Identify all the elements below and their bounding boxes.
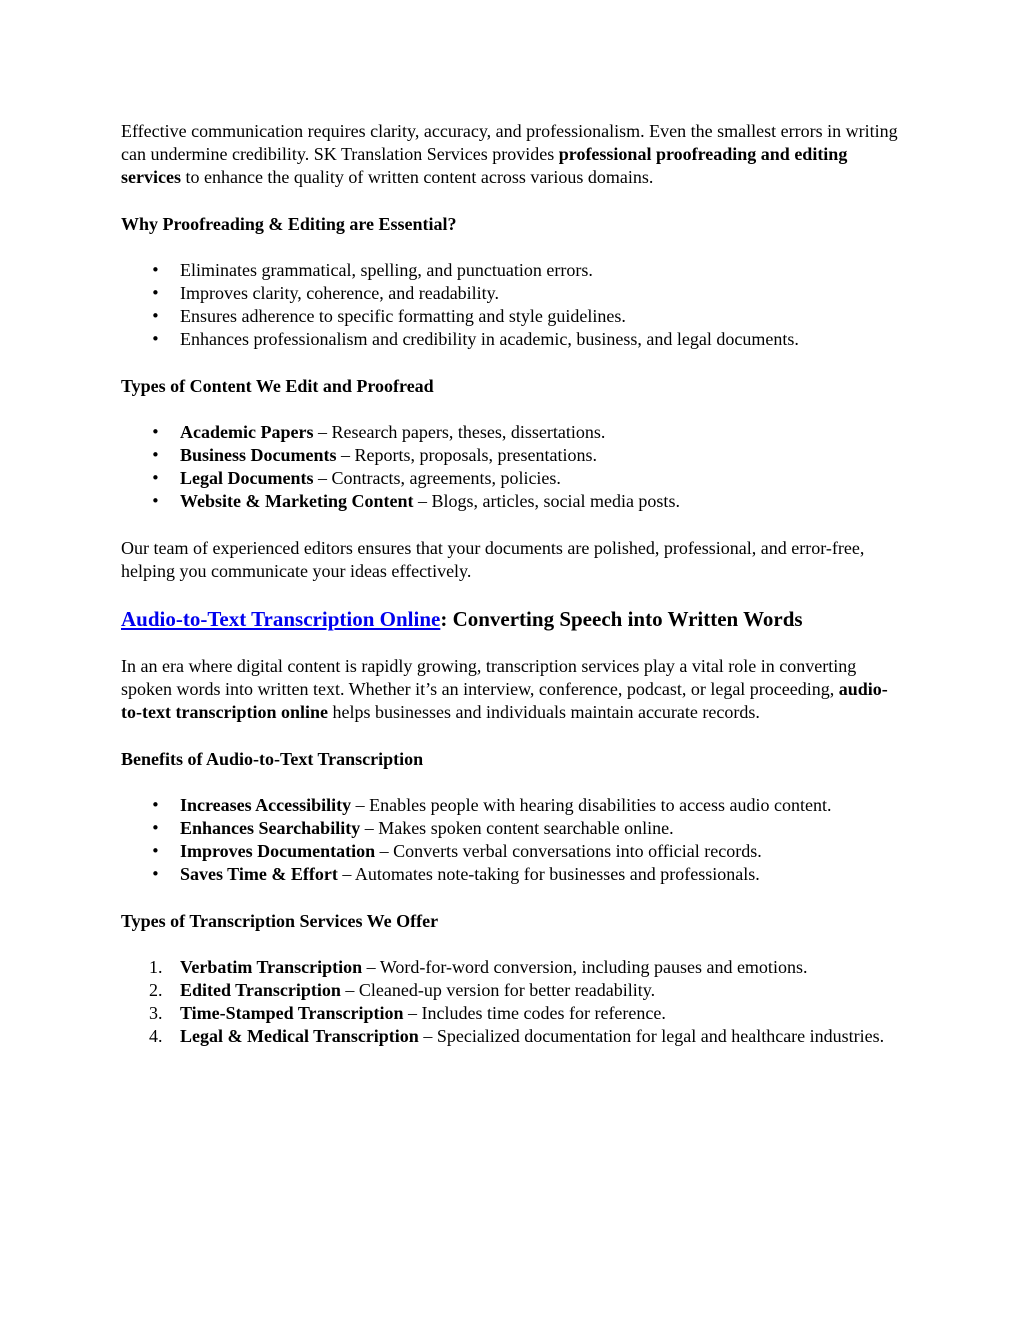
types-edit-list (121, 421, 901, 514)
document-body (121, 120, 901, 1049)
list-item: 4. Legal & Medical Transcription – Specialized documentation for legal and healthcare industries. (149, 1026, 885, 1047)
benefits-list (121, 794, 901, 887)
why-heading: Why Proofreading & Editing are Essential? (121, 213, 457, 234)
transcription-link[interactable]: Audio-to-Text Transcription Online (121, 607, 441, 632)
list-item: • Business Documents – Reports, proposals, presentations. (121, 444, 901, 467)
transcription-intro-paragraph: In an era where digital content is rapidly growing, transcription services play a vital role in converting spoken words into written text. Whether it’s an interview, conference, podcast, or legal proceeding, audio-to-text transcription online helps businesses and individuals maintain accurate records. (121, 656, 888, 723)
list-item: 3. Time-Stamped Transcription – Includes time codes for reference. (149, 1003, 666, 1024)
transcription-bold-phrase: audio-to-text transcription online (121, 679, 888, 723)
services-list (121, 956, 901, 1049)
list-item: • Academic Papers – Research papers, theses, dissertations. (121, 421, 901, 444)
list-item: • Enhances Searchability – Makes spoken content searchable online. (121, 817, 901, 840)
list-item: • Improves Documentation – Converts verbal conversations into official records. (121, 840, 901, 863)
benefits-heading: Benefits of Audio-to-Text Transcription (121, 748, 424, 769)
list-item: • Eliminates grammatical, spelling, and punctuation errors. (121, 259, 901, 282)
list-item: • Ensures adherence to specific formatting and style guidelines. (121, 305, 901, 328)
list-item: • Enhances professionalism and credibility in academic, business, and legal documents. (121, 328, 901, 351)
list-item: • Legal Documents – Contracts, agreements, policies. (121, 467, 901, 490)
why-list (121, 259, 901, 352)
list-item: • Saves Time & Effort – Automates note-taking for businesses and professionals. (121, 863, 901, 886)
types-edit-heading: Types of Content We Edit and Proofread (121, 375, 434, 396)
list-item: • Website & Marketing Content – Blogs, articles, social media posts. (121, 490, 901, 513)
list-item: • Improves clarity, coherence, and readability. (121, 282, 901, 305)
list-item: 2. Edited Transcription – Cleaned-up version for better readability. (149, 980, 656, 1001)
list-item: • Increases Accessibility – Enables people with hearing disabilities to access audio content. (121, 794, 901, 817)
intro-paragraph: Effective communication requires clarity, accuracy, and professionalism. Even the smallest errors in writing can undermine credibility. SK Translation Services provides professional proofreading and editing services to enhance the quality of written content across various domains. (121, 121, 898, 188)
transcription-heading: Audio-to-Text Transcription Online: Converting Speech into Written Words (121, 607, 803, 632)
team-paragraph: Our team of experienced editors ensures that your documents are polished, professional, and error-free, helping you communicate your ideas effectively. (121, 537, 865, 581)
intro-bold-phrase: professional proofreading and editing services (121, 144, 848, 188)
services-heading: Types of Transcription Services We Offer (121, 910, 439, 931)
list-item: 1. Verbatim Transcription – Word-for-word conversion, including pauses and emotions. (149, 956, 808, 977)
